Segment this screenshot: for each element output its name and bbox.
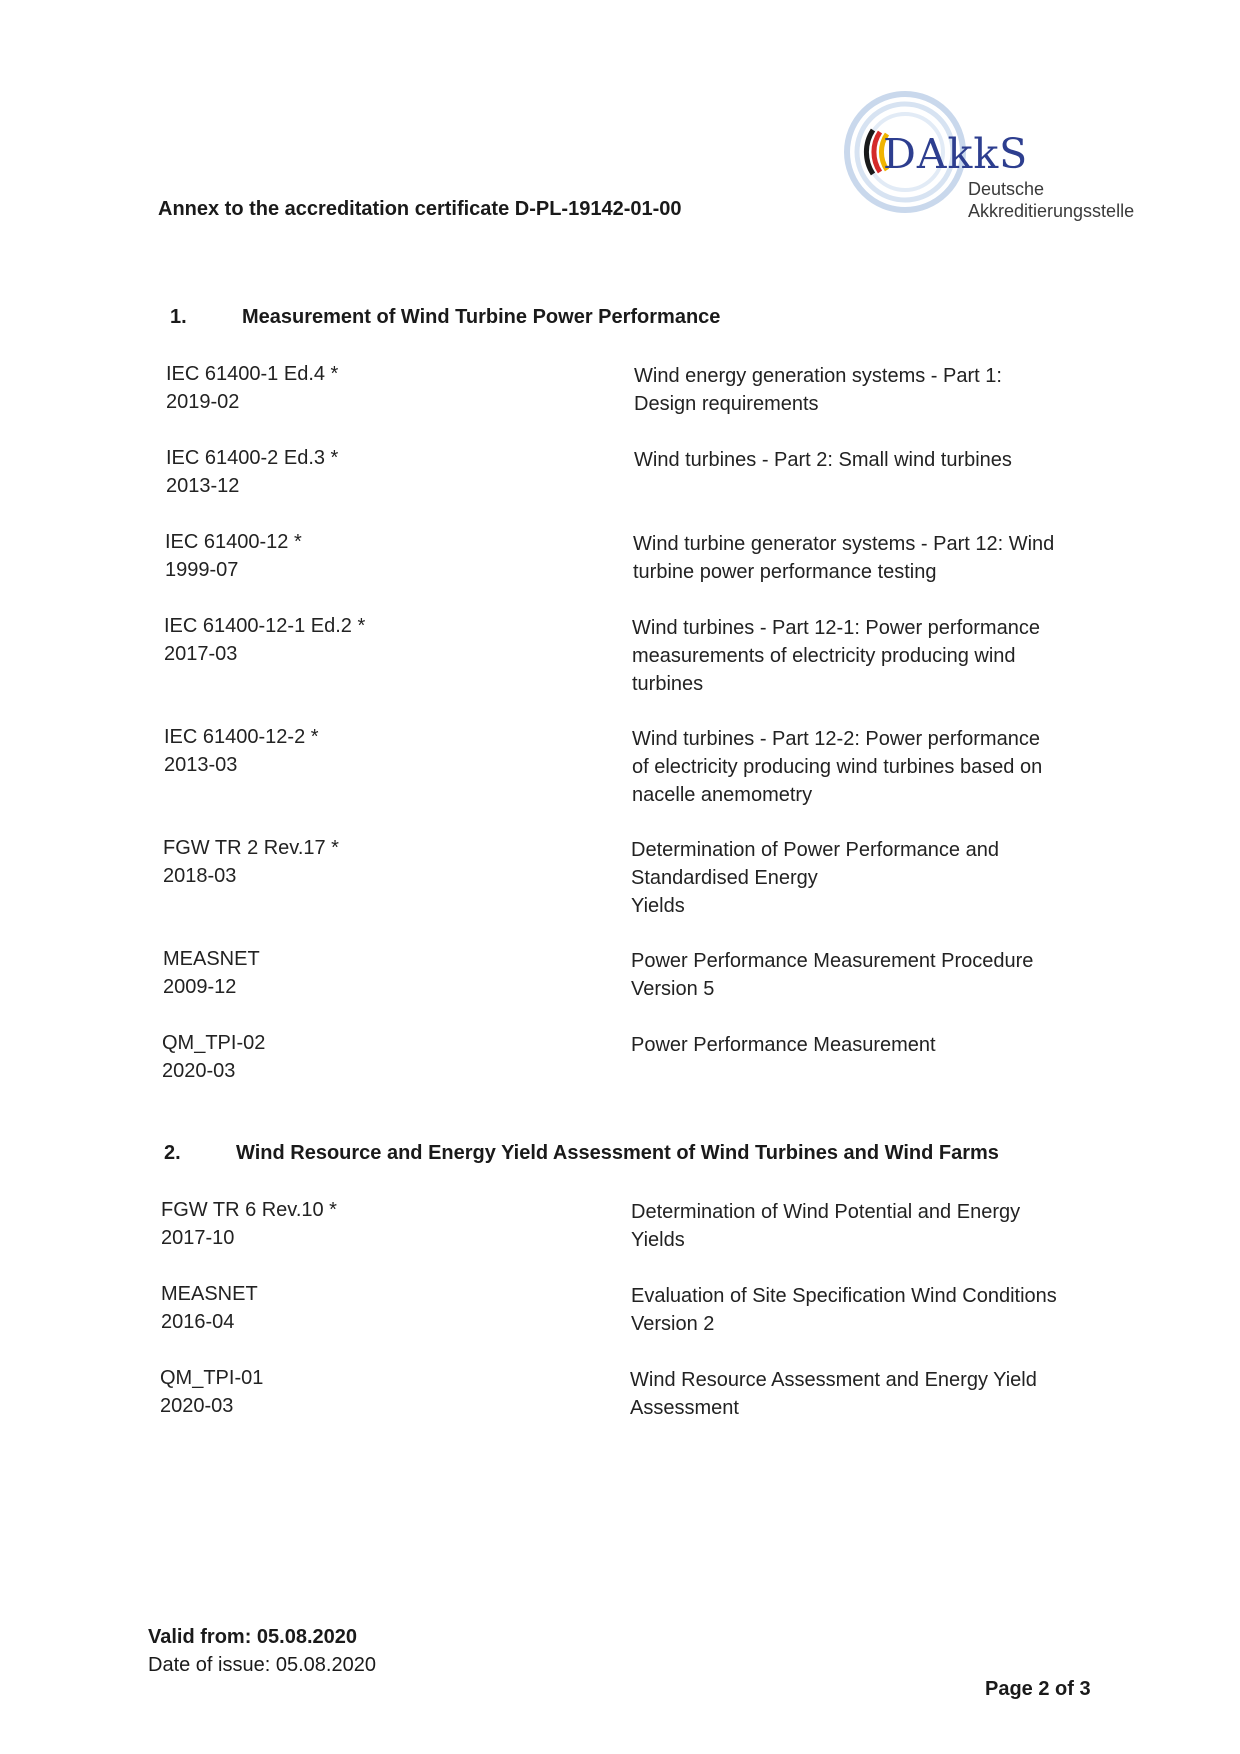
logo-subtitle-line1: Deutsche: [968, 179, 1045, 199]
entry-description: Evaluation of Site Specification Wind Conditions Version 2: [631, 1285, 1057, 1335]
entry-date: 2019-02: [166, 391, 240, 413]
logo-wordmark: DAkkS: [883, 130, 1029, 178]
entry-code: MEASNET: [163, 948, 260, 970]
entry-code: MEASNET: [161, 1283, 258, 1305]
entry-code: IEC 61400-12-2 *: [164, 726, 319, 748]
entry-code-block: [161, 1280, 258, 1336]
entry-date: 2016-04: [161, 1311, 235, 1333]
page-number: Page 2 of 3: [985, 1678, 1091, 1700]
entry-code-block: [160, 1364, 263, 1420]
entry-date: 2018-03: [163, 865, 237, 887]
section-title: Wind Resource and Energy Yield Assessment of Wind Turbines and Wind Farms: [236, 1142, 999, 1164]
entry-date: 2017-03: [164, 643, 238, 665]
entry-description: Wind turbine generator systems - Part 12: Wind turbine power performance testing: [633, 533, 1055, 583]
entry-description: Wind energy generation systems - Part 1: Design requirements: [634, 365, 1002, 415]
entry-code-block: [163, 834, 339, 890]
entry-description: Wind turbines - Part 12-1: Power performance measurements of electricity producing wind turbines: [632, 617, 1040, 695]
entry-date: 2020-03: [162, 1060, 236, 1082]
entry-code-block: [164, 612, 365, 668]
section-title: Measurement of Wind Turbine Power Performance: [242, 306, 721, 328]
section-number: 2.: [164, 1142, 181, 1164]
logo-subtitle: [968, 178, 1134, 222]
entry-code-block: [166, 360, 338, 416]
entry-description: Power Performance Measurement: [631, 1034, 936, 1056]
entry-code-block: [163, 945, 260, 1001]
entry-code: IEC 61400-2 Ed.3 *: [166, 447, 339, 469]
entry-code-block: [164, 723, 319, 779]
entry-date: 1999-07: [165, 559, 239, 581]
valid-from: Valid from: 05.08.2020: [148, 1626, 358, 1648]
entry-date: 2020-03: [160, 1395, 234, 1417]
entry-description: Determination of Wind Potential and Energy Yields: [631, 1201, 1021, 1251]
entry-code: IEC 61400-12 *: [165, 531, 302, 553]
entry-description: Wind Resource Assessment and Energy Yield Assessment: [630, 1369, 1037, 1419]
entry-code: QM_TPI-02: [162, 1032, 266, 1054]
validity-footer: [148, 1623, 376, 1679]
entry-code-block: [161, 1196, 337, 1252]
dakks-logo: [835, 90, 1155, 230]
entry-date: 2013-12: [166, 475, 240, 497]
entry-date: 2009-12: [163, 976, 237, 998]
entry-code-block: [162, 1029, 265, 1085]
entry-code: FGW TR 6 Rev.10 *: [161, 1199, 337, 1221]
entry-description: Power Performance Measurement Procedure Version 5: [631, 950, 1034, 1000]
entry-code-block: [166, 444, 338, 500]
section-number: 1.: [170, 306, 187, 328]
entry-description: Wind turbines - Part 2: Small wind turbines: [634, 449, 1012, 471]
annex-title: Annex to the accreditation certificate D-PL-19142-01-00: [158, 198, 682, 220]
entry-code-block: [165, 528, 302, 584]
logo-subtitle-line2: Akkreditierungsstelle: [968, 201, 1135, 221]
entry-date: 2013-03: [164, 754, 238, 776]
date-of-issue: Date of issue: 05.08.2020: [148, 1654, 376, 1676]
entry-code: IEC 61400-1 Ed.4 *: [166, 363, 339, 385]
entry-description: Determination of Power Performance and Standardised Energy Yields: [631, 839, 999, 917]
entry-date: 2017-10: [161, 1227, 235, 1249]
entry-code: QM_TPI-01: [160, 1367, 264, 1389]
entry-code: FGW TR 2 Rev.17 *: [163, 837, 339, 859]
entry-code: IEC 61400-12-1 Ed.2 *: [164, 615, 366, 637]
entry-description: Wind turbines - Part 12-2: Power performance of electricity producing wind turbines based on nacelle anemometry: [632, 728, 1043, 806]
